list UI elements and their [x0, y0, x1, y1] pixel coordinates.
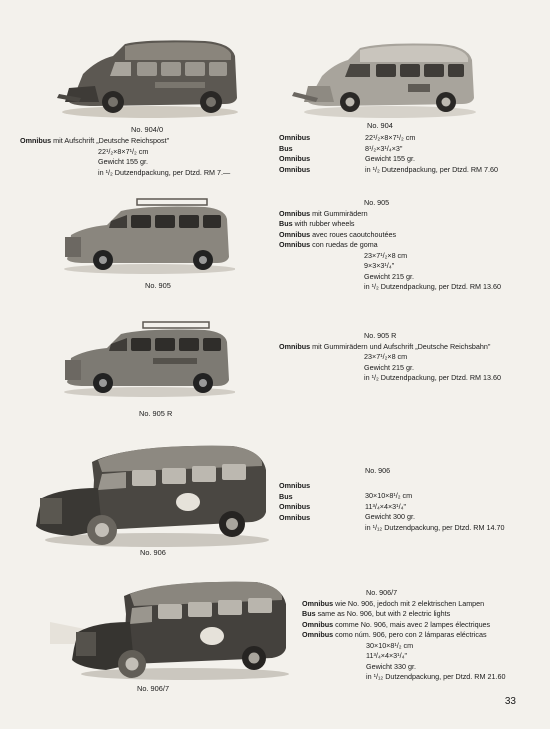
desc-line-text: 11³/₄×4×3¹/₄": [366, 651, 408, 660]
desc-line-text: 30×10×8¹/₂ cm: [366, 640, 414, 650]
desc-line-bold: Omnibus: [279, 229, 311, 239]
desc-line: [279, 342, 501, 353]
desc-line-text: same as No. 906, but with 2 electric lights: [315, 609, 451, 618]
desc-line: 30×10×8¹/₂ cm: [365, 491, 413, 500]
language-column: [279, 133, 310, 175]
language-column: [279, 481, 310, 523]
bus-904-image: [290, 40, 480, 120]
desc-line: 11³/₄×4×3¹/₄": [365, 501, 407, 511]
desc-line: [302, 599, 505, 610]
desc-line: [20, 157, 230, 168]
desc-line: 22¹/₂×8×7¹/₂ cm: [365, 133, 416, 142]
item-label: No. 906: [140, 548, 166, 557]
desc-line-text: con ruedas de goma: [310, 240, 378, 249]
desc-line-text: mit Gummirädern: [310, 208, 368, 218]
desc-line-text: in ¹/₂ Dutzendpackung, per Dtzd. RM 13.60: [364, 373, 502, 382]
desc-line: [279, 230, 501, 241]
language-label: Omnibus: [279, 133, 311, 142]
desc-line: [279, 331, 501, 342]
desc-line: [302, 588, 505, 599]
desc-line-text: with rubber wheels: [292, 219, 355, 228]
desc-line-text: avec roues caoutchoutées: [310, 229, 397, 239]
desc-line-text: in ¹/₂ Dutzendpackung, per Dtzd. RM 13.60: [364, 282, 502, 291]
item-description: [20, 136, 230, 178]
item-description: [302, 588, 505, 683]
desc-line: in ¹/₁₂ Dutzendpackung, per Dtzd. RM 14.70: [365, 522, 505, 532]
desc-line-bold: Omnibus: [20, 136, 52, 145]
item-label: No. 904: [367, 121, 393, 130]
language-label: Bus: [279, 143, 293, 153]
item-description: [365, 133, 498, 175]
desc-line-text: 9×3×3¹/₄": [364, 261, 395, 270]
desc-line-bold: Bus: [279, 219, 293, 228]
language-label: Bus: [279, 491, 293, 501]
desc-line-text: Gewicht 155 gr.: [98, 157, 148, 166]
bus-906-image: [32, 440, 272, 550]
desc-line-text: No. 905 R: [364, 331, 397, 340]
desc-line: in ¹/₂ Dutzendpackung, per Dtzd. RM 7.60: [365, 164, 499, 174]
desc-line-text: 22¹/₂×8×7¹/₂ cm: [98, 146, 149, 156]
item-label: No. 904/0: [131, 125, 164, 134]
item-label: No. 905 R: [139, 409, 173, 418]
desc-line-text: No. 906/7: [366, 588, 398, 597]
desc-line: [302, 651, 505, 662]
desc-line: [302, 620, 505, 631]
desc-line-bold: Omnibus: [302, 598, 334, 608]
desc-line: [279, 373, 501, 384]
desc-line: [302, 641, 505, 652]
page-number: 33: [504, 696, 516, 707]
language-label: Omnibus: [279, 154, 311, 163]
desc-line-text: mit Aufschrift „Deutsche Reichspost": [51, 136, 170, 145]
desc-line: [302, 630, 505, 641]
item-description: [365, 466, 390, 477]
desc-line-text: 23×7¹/₂×8 cm: [364, 250, 408, 260]
desc-line-text: Gewicht 215 gr.: [364, 362, 414, 372]
desc-line: [279, 219, 501, 230]
item-description: [365, 491, 504, 533]
desc-line: Gewicht 155 gr.: [365, 154, 415, 163]
desc-line: [279, 352, 501, 363]
item-label: No. 905: [145, 281, 171, 290]
desc-line: [279, 363, 501, 374]
item-label: No. 906/7: [137, 684, 170, 693]
desc-line: [279, 198, 501, 209]
desc-line: [20, 147, 230, 158]
desc-line-text: 23×7¹/₂×8 cm: [364, 352, 408, 361]
desc-line: [279, 209, 501, 220]
desc-line-bold: Bus: [302, 609, 316, 618]
desc-line: [302, 609, 505, 620]
desc-line: [20, 168, 230, 179]
desc-line: [279, 272, 501, 283]
desc-line-bold: Omnibus: [279, 341, 311, 351]
desc-line: No. 906: [365, 466, 391, 475]
language-label: Omnibus: [279, 502, 311, 511]
desc-line: [302, 672, 505, 683]
desc-line-bold: Omnibus: [302, 619, 334, 629]
desc-line: [20, 136, 230, 147]
desc-line: [279, 282, 501, 293]
item-description: [279, 331, 501, 384]
desc-line: [279, 240, 501, 251]
desc-line-bold: Omnibus: [302, 630, 334, 639]
bus-906-7-image: [50, 578, 290, 683]
desc-line-bold: Omnibus: [279, 240, 311, 249]
desc-line: 8¹/₂×3¹/₄×3": [365, 143, 403, 153]
desc-line: [302, 662, 505, 673]
item-description: [279, 198, 501, 293]
bus-905r-image: [55, 320, 235, 400]
desc-line-text: mit Gummirädern und Aufschrift „Deutsche Reichsbahn": [310, 341, 491, 351]
desc-line: Gewicht 300 gr.: [365, 512, 415, 521]
bus-904-0-image: [55, 36, 245, 121]
desc-line-text: in ¹/₁₂ Dutzendpackung, per Dtzd. RM 21.60: [366, 672, 506, 681]
desc-line-bold: Omnibus: [279, 208, 311, 218]
desc-line-text: como núm. 906, pero con 2 lámparas eléctricas: [333, 630, 487, 639]
language-label: Omnibus: [279, 164, 311, 174]
desc-line-text: comme No. 906, mais avec 2 lampes électriques: [333, 619, 491, 629]
desc-line-text: Gewicht 215 gr.: [364, 271, 414, 281]
desc-line-text: in ¹/₂ Dutzendpackung, per Dtzd. RM 7.—: [98, 167, 231, 177]
desc-line-text: wie No. 906, jedoch mit 2 elektrischen Lampen: [333, 598, 485, 608]
desc-line-text: Gewicht 330 gr.: [366, 661, 416, 671]
desc-line: [279, 261, 501, 272]
language-label: Omnibus: [279, 481, 311, 490]
language-label: Omnibus: [279, 512, 311, 522]
desc-line-text: No. 905: [364, 198, 390, 207]
desc-line: [279, 251, 501, 262]
bus-905-image: [55, 197, 235, 277]
